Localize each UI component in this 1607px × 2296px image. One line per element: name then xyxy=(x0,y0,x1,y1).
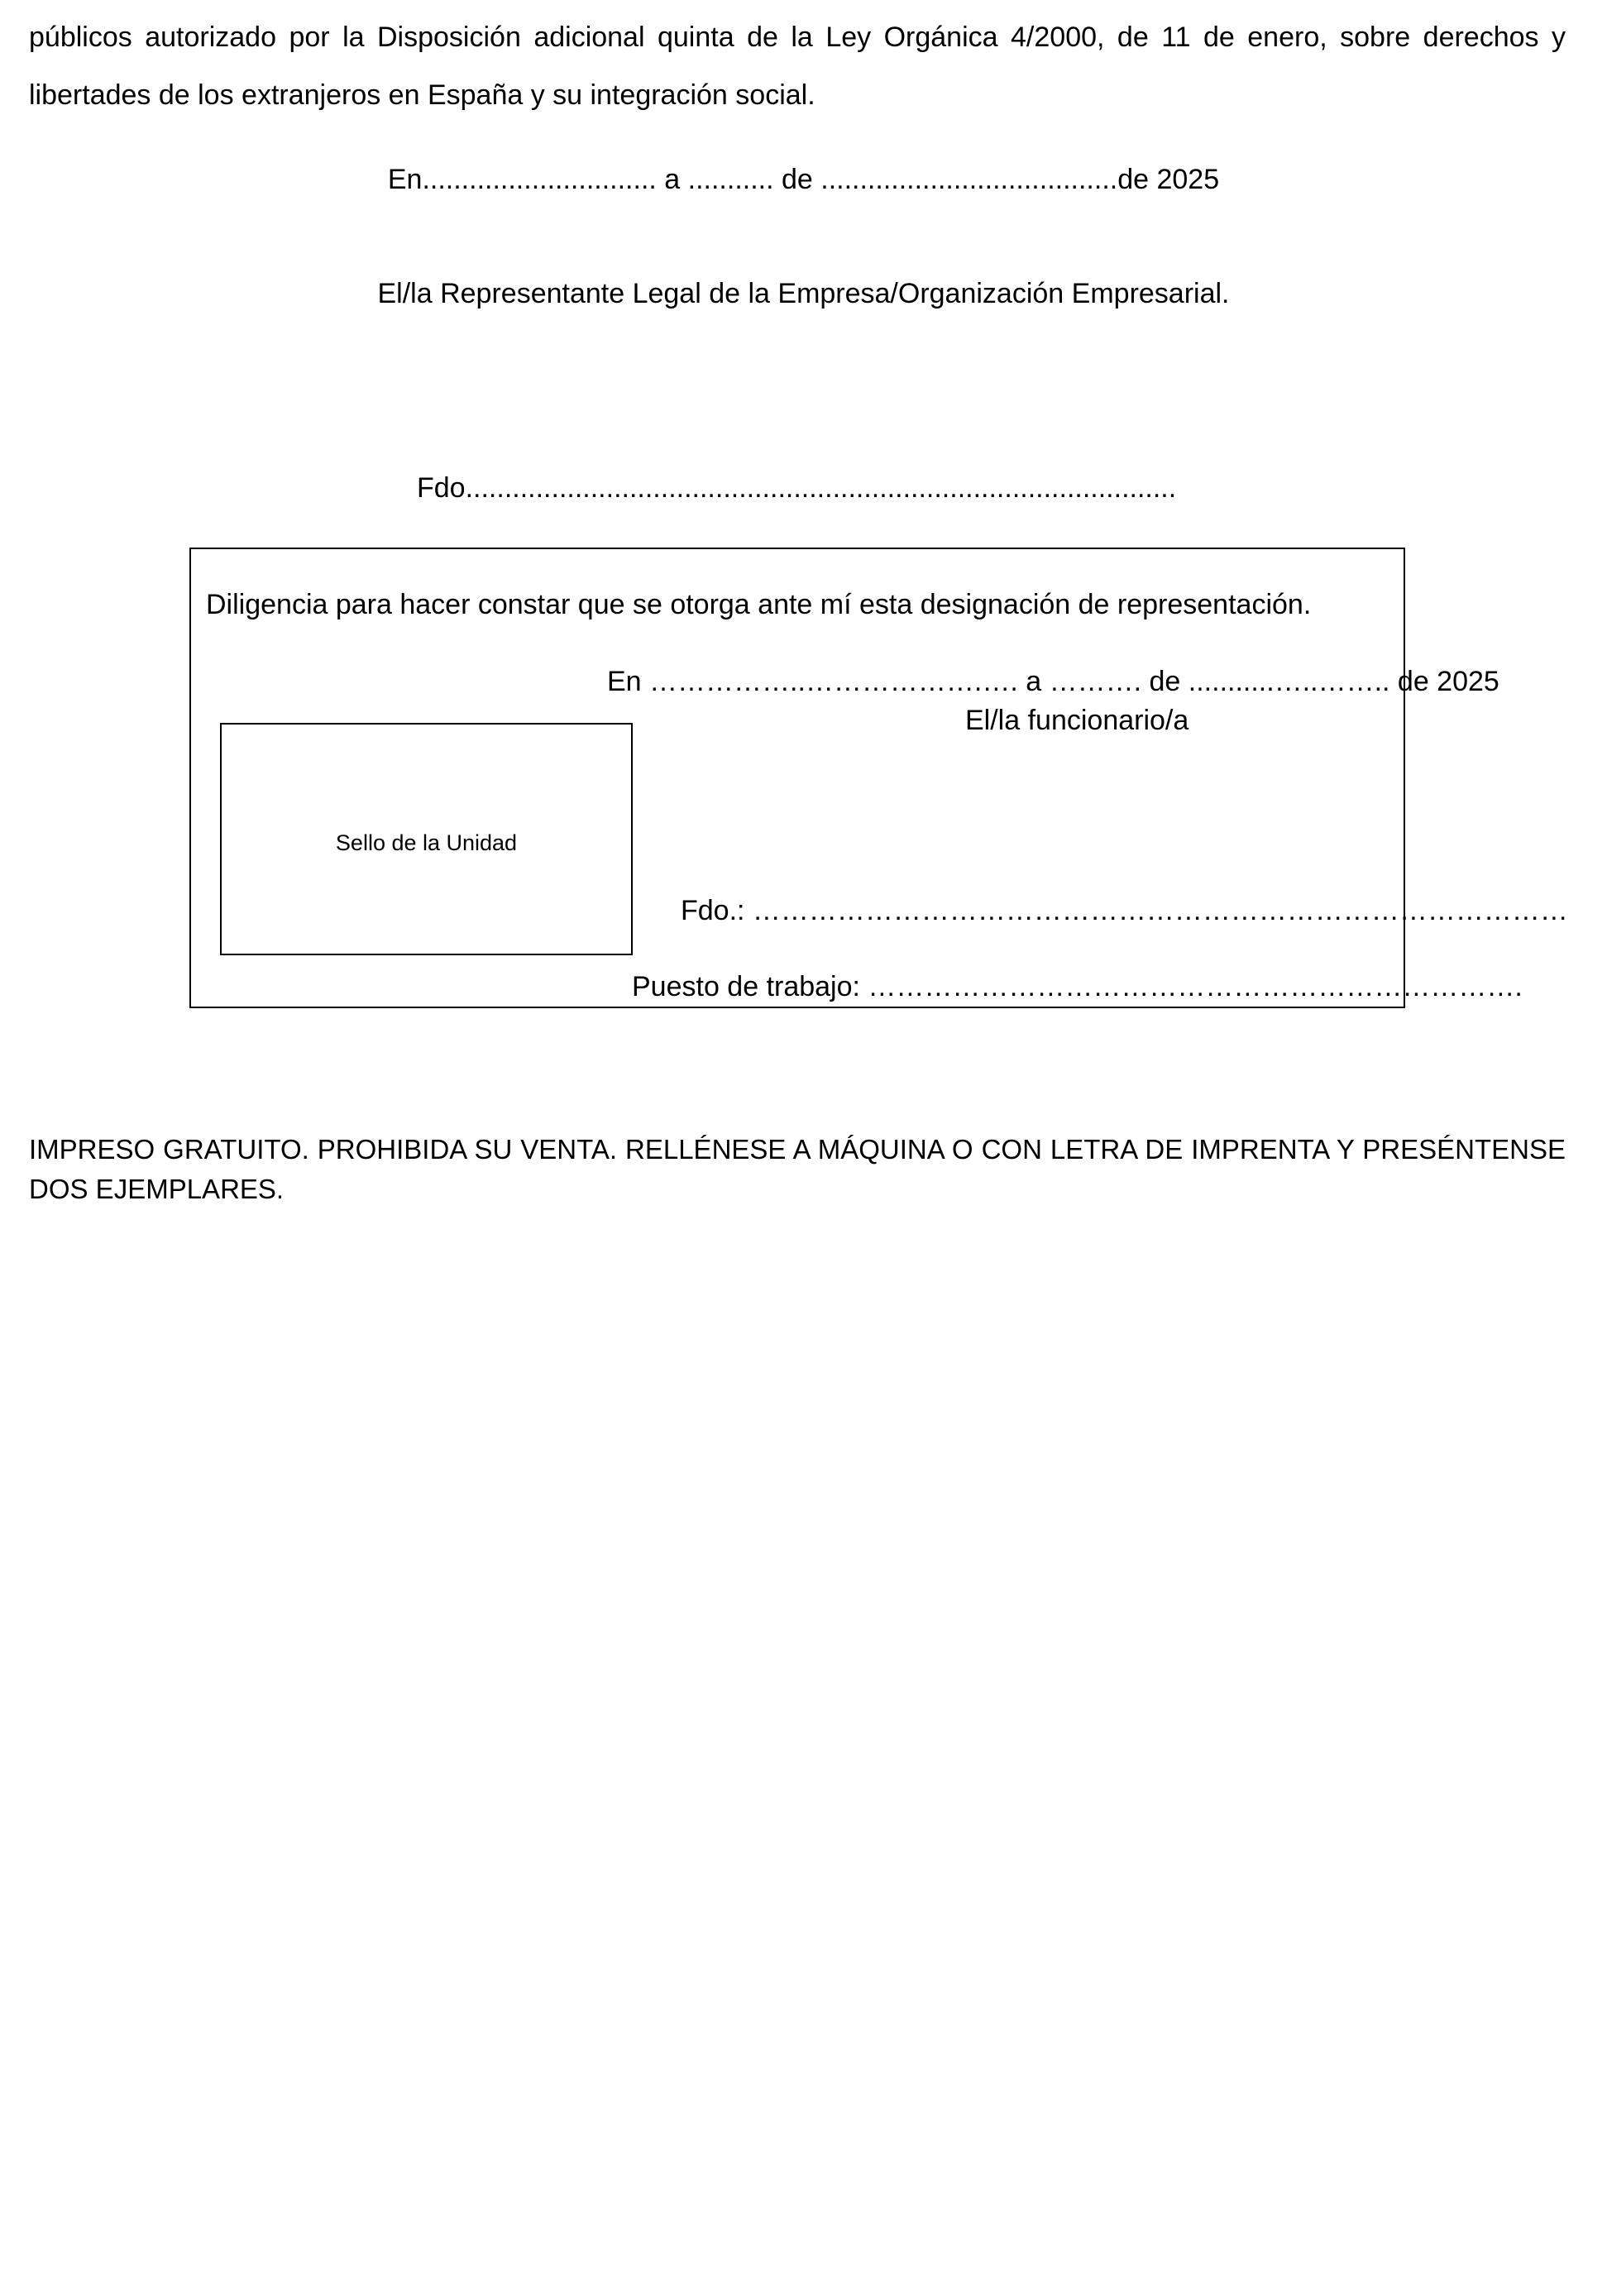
diligence-statement: Diligencia para hacer constar que se otorga ante mí esta designación de representación. xyxy=(206,589,1312,620)
intro-line-1: públicos autorizado por la Disposición adicional quinta de la Ley Orgánica 4/2000, de 11 de enero, sobre derechos y xyxy=(29,22,1566,53)
diligence-place-date: En ……………..……………….…. a ………. de ...........…..…….. de 2025 xyxy=(607,666,1499,697)
official-signature-line: Fdo.: …………………………………………………………………………… xyxy=(681,895,1568,926)
job-position-line: Puesto de trabajo: ……………………………………………………………. xyxy=(632,971,1523,1002)
place-date-line: En.............................. a ........... de ......................................de 2025 xyxy=(387,164,1220,195)
footer-notice: IMPRESO GRATUITO. PROHIBIDA SU VENTA. RELLÉNESE A MÁQUINA O CON LETRA DE IMPRENTA Y PRESÉNTENSE DOS EJEMPLARES. xyxy=(29,1134,1566,1204)
intro-line-2: libertades de los extranjeros en España y su integración social. xyxy=(29,79,815,111)
stamp-label: Sello de la Unidad xyxy=(335,830,518,855)
representative-title: El/la Representante Legal de la Empresa/Organización Empresarial. xyxy=(377,278,1230,309)
official-title: El/la funcionario/a xyxy=(965,705,1189,736)
representative-signature-line: Fdo........................................................................................... xyxy=(417,472,1177,504)
unit-stamp-box xyxy=(220,723,633,955)
intro-paragraph xyxy=(29,8,1566,124)
